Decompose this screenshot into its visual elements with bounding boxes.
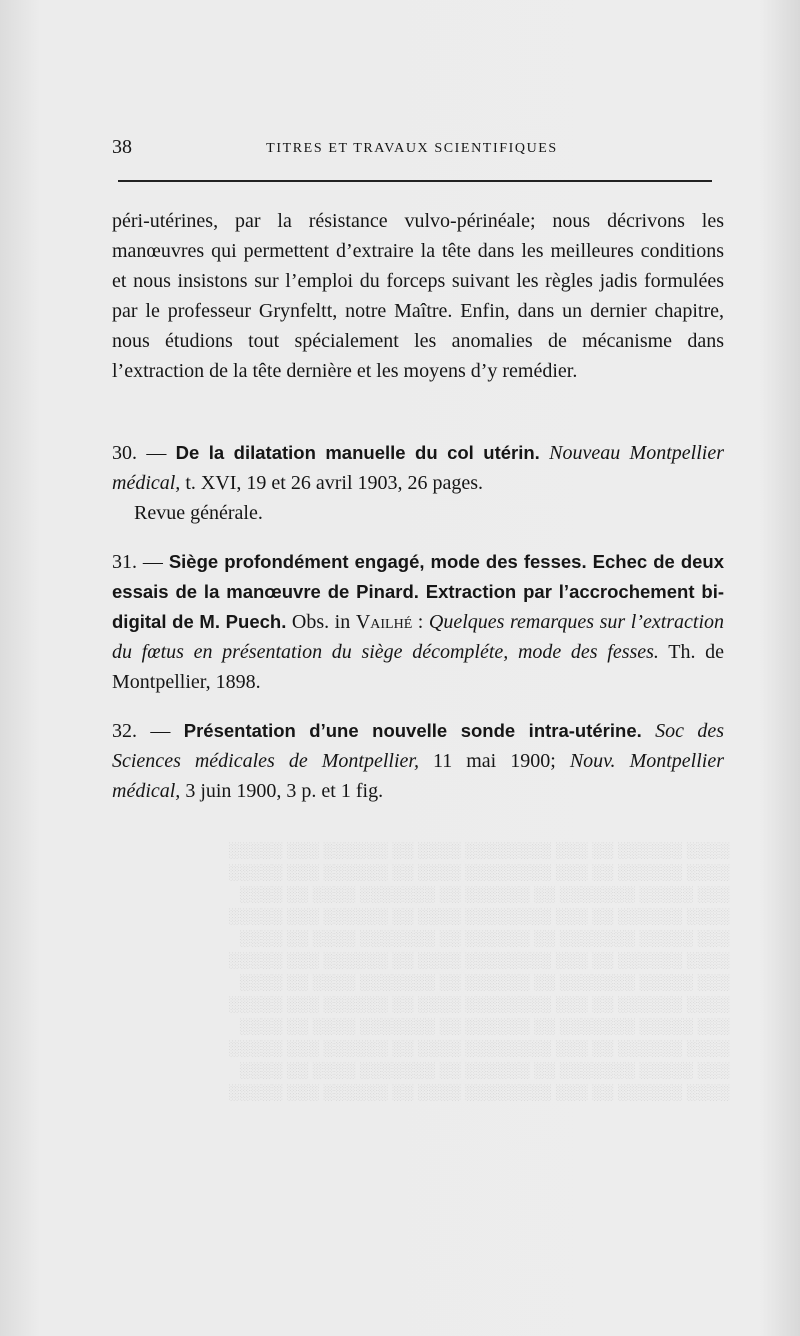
bibliography-entry-30 [112, 438, 724, 498]
entry-number: 32. — [112, 720, 171, 742]
page-body [112, 206, 724, 806]
entry-work: Quelques remarques sur l’extraction du fœtus en présentation du siège décompléte, mode des fesses. [112, 611, 725, 663]
entry-journal: Nouveau Montpellier médical, [112, 442, 724, 494]
entry-date: 11 mai 1900; [432, 750, 556, 772]
bibliography-entry-32 [112, 716, 724, 806]
entry-details: t. XVI, 19 et 26 avril 1903, 26 pages. [185, 472, 484, 494]
page-number: 38 [112, 136, 132, 158]
entry-title: Siège profondément engagé, mode des fesses. Echec de deux essais de la manœuvre de Pinard. Extraction par l’accrochement bi-digital de M. Puech. [112, 551, 724, 632]
entry-note: Revue générale. [134, 502, 263, 524]
entry-journal-2: Nouv. Montpellier médical, [112, 750, 724, 802]
entry-number: 30. — [112, 442, 167, 464]
entry-title: Présentation d’une nouvelle sonde intra-utérine. [183, 720, 642, 741]
running-title: TITRES ET TRAVAUX SCIENTIFIQUES [266, 141, 558, 156]
bibliography-entry-31 [112, 547, 724, 697]
entry-journal: Soc des Sciences médicales de Montpellier, [112, 720, 725, 772]
intro-paragraph: péri-utérines, par la résistance vulvo-périnéale; nous décrivons les manœuvres qui permettent d’extraire la tête dans les meilleures conditions et nous insistons sur l’emploi du forceps suivant les règles jadis formulées par le professeur Grynfeltt, notre Maître. Enfin, dans un dernier chapitre, nous étudions tout spécialement les anomalies de mécanisme dans l’extraction de la tête dernière et les moyens d’y remédier. [112, 210, 724, 382]
show-through-bleed: ░░░░ ░░░░░░ ░░ ░░░ ░░░░░░░░ ░░░░ ░░ ░░░░░░ ░░░ ░░░░░ ░░░░ ░░░░░░ ░░ ░░░ ░░░░░░░░ ░░░░ ░░ ░░░░░░ ░░░ ░░░░░ ░░░ ░░░░░ ░░░░░░░ ░░ ░░░░░░ ░░ ░░░░░░░ ░░░░ ░░ ░░░░ ░░░░ ░░░░░░ ░░ ░░░ ░░░░░░░░ ░░░░ ░░ ░░░░░░ ░░░ ░░░░░ ░░░ ░░░░░ ░░░░░░░ ░░ ░░░░░░ ░░ ░░░░░░░ ░░░░ ░░ ░░░░ ░░░░ ░░░░░░ ░░ ░░░ ░░░░░░░░ ░░░░ ░░ ░░░░░░ ░░░ ░░░░░ ░░░ ░░░░░ ░░░░░░░ ░░ ░░░░░░ ░░ ░░░░░░░ ░░░░ ░░ ░░░░ ░░░░ ░░░░░░ ░░ ░░░ ░░░░░░░░ ░░░░ ░░ ░░░░░░ ░░░ ░░░░░ ░░░ ░░░░░ ░░░░░░░ ░░ ░░░░░░ ░░ ░░░░░░░ ░░░░ ░░ ░░░░ ░░░░ ░░░░░░ ░░ ░░░ ░░░░░░░░ ░░░░ ░░ ░░░░░░ ░░░ ░░░░░ ░░░ ░░░░░ ░░░░░░░ ░░ ░░░░░░ ░░ ░░░░░░░ ░░░░ ░░ ░░░░ ░░░░ ░░░░░░ ░░ ░░░ ░░░░░░░░ ░░░░ ░░ ░░░░░░ ░░░ ░░░░░ [228, 843, 730, 1101]
entry-obs: Obs. in [291, 611, 351, 633]
entry-details: Th. de Montpellier, 1898. [112, 641, 725, 693]
header-rule [118, 180, 712, 182]
entry-author: Vailhé : [355, 611, 424, 633]
entry-number: 31. — [112, 551, 163, 573]
page-header [112, 136, 712, 164]
entry-title: De la dilatation manuelle du col utérin. [175, 442, 540, 463]
entry-details: 3 juin 1900, 3 p. et 1 fig. [185, 780, 384, 802]
